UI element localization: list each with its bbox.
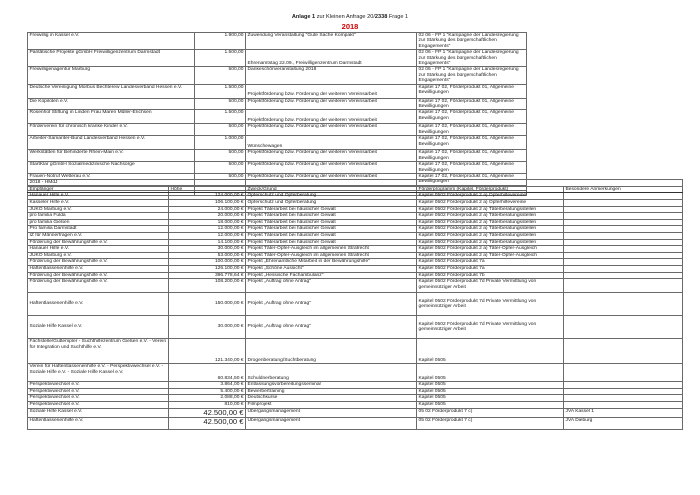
program-cell: 05 02 Förderprodukt 7 c) — [417, 418, 564, 430]
amount-cell: 1.900,00 — [195, 33, 246, 50]
amount-cell: 14.100,00 € — [169, 239, 246, 246]
remark-cell — [564, 382, 683, 389]
amount-cell: 126.100,00 € — [169, 265, 246, 272]
remark-cell — [564, 388, 683, 395]
recipient-cell: Frauen-Notruf Wetterau e.V. — [28, 173, 195, 185]
remark-cell — [564, 259, 683, 266]
question-label: Frage 1 — [388, 14, 409, 20]
table-row — [28, 364, 683, 382]
funding-table-hmdj — [27, 179, 683, 430]
purpose-cell: Zuwendung Veranstaltung "Gute Sache Kompakt" — [246, 33, 417, 50]
program-cell: Kapitel 17 02, Förderprodukt 01, Allgemeine Bewilligungen — [417, 136, 527, 150]
remark-cell — [564, 232, 683, 239]
remark-cell — [564, 219, 683, 226]
amount-cell: 150.000,00 € — [169, 293, 246, 316]
program-cell: 05 02 Förderprodukt 7 c) — [417, 408, 564, 418]
recipient-cell: Perspektivwechsel e.V. — [28, 395, 169, 402]
amount-cell: 18.000,00 € — [169, 219, 246, 226]
section-title-row — [28, 180, 683, 187]
table-row — [28, 219, 683, 226]
program-cell: Kapitel 0502 Förderprodukt 7d Private Vermittlung von gemeinnütziger Arbeit — [417, 316, 564, 339]
recipient-cell: Freiwillig in Kassel e.V. — [28, 33, 195, 50]
remark-cell — [564, 316, 683, 339]
amount-cell: 30.000,00 € — [169, 246, 246, 253]
recipient-cell: JUKO Marburg e.V. — [28, 206, 169, 213]
inquiry-number: 2338 — [374, 14, 388, 20]
recipient-cell: Förderung der Bewährungshilfe e.V. — [28, 279, 169, 293]
recipient-cell: Haftentlassenenhilfe e.V. — [28, 418, 169, 430]
purpose-cell: Projekt Täterarbeit bei häuslicher Gewalt — [246, 232, 417, 239]
table-row — [28, 213, 683, 220]
col-header-empfaenger: Empfänger — [28, 187, 169, 193]
recipient-cell: Verein für Haftentlassenenhilfe e.V. - Perspektivwechsel e.V. - Soziale Hilfe e.V. - Soziale Hilfe Kassel e.V. — [28, 364, 169, 382]
remark-cell — [564, 364, 683, 382]
program-cell: 02 06 - FP 1 "Kampagne der Landesregierung zur Stärkung des bürgerschaftlichen Engagements" — [417, 33, 527, 50]
table-row — [28, 395, 683, 402]
amount-cell: 106.100,00 € — [169, 200, 246, 207]
recipient-cell: Förderverein für chronisch kranke Kinder e.V. — [28, 124, 195, 136]
remark-cell: JVA Dieburg — [564, 418, 683, 430]
purpose-cell: Übergangsmanagement — [246, 418, 417, 430]
annex-label: Anlage 1 — [291, 14, 316, 20]
recipient-cell: Deutsche Vereinigung Morbus Bechterew Landesverband Hessen e.V. — [28, 84, 195, 98]
table-row — [28, 226, 683, 233]
recipient-cell: Hanauer Hilfe e.V. — [28, 193, 169, 200]
program-cell: Kapitel 0505 — [417, 364, 564, 382]
table-row — [28, 382, 683, 389]
table-row — [28, 316, 683, 339]
purpose-cell: Opferschutz und Opferberatung — [246, 200, 417, 207]
remark-cell — [564, 395, 683, 402]
program-cell: Kapitel 0505 — [417, 401, 564, 408]
purpose-cell: Projektförderung bzw. Förderung der weiteren Vereinsarbeit — [246, 84, 417, 98]
remark-cell — [564, 272, 683, 279]
table-row — [28, 136, 527, 150]
recipient-cell: IZ für Männerfragen e.V. — [28, 232, 169, 239]
amount-cell: 500,00 — [195, 98, 246, 110]
amount-cell: 53.000,00 € — [169, 252, 246, 259]
funding-table-top — [27, 32, 527, 196]
table-row — [28, 150, 527, 162]
program-cell: Kapitel 0502 Förderprodukt 2 a) Täter-Opfer-Ausgleich — [417, 252, 564, 259]
recipient-cell: Paritätische Projekte gGmbH Freiwilligenzentrum Darmstadt — [28, 50, 195, 67]
purpose-cell: Übergangsmanagement — [246, 408, 417, 418]
amount-cell: 3.864,00 € — [169, 382, 246, 389]
purpose-cell: Opferschutz und Opferberatung — [246, 193, 417, 200]
purpose-cell: Projektförderung bzw. Förderung der weiteren Vereinsarbeit — [246, 173, 417, 185]
table-row — [28, 124, 527, 136]
amount-cell: 5.400,00 € — [169, 388, 246, 395]
table-row — [28, 239, 683, 246]
remark-cell — [564, 252, 683, 259]
purpose-cell: Projektförderung bzw. Förderung der weiteren Vereinsarbeit — [246, 110, 417, 124]
purpose-cell: Projektförderung bzw. Förderung der weiteren Vereinsarbeit — [246, 162, 417, 174]
program-cell: Kapitel 0502 Förderprodukt 2 a) Täter-Opfer-Ausgleich — [417, 246, 564, 253]
remark-cell — [564, 401, 683, 408]
purpose-cell: Projekt „Auftrag ohne Antrag" — [246, 279, 417, 293]
remark-cell — [564, 293, 683, 316]
program-cell: Kapitel 0502 Förderprodukt 7a — [417, 265, 564, 272]
program-cell: Kapitel 0502 Förderprodukt 7b — [417, 272, 564, 279]
table-row — [28, 418, 683, 430]
table-row — [28, 67, 527, 84]
amount-cell: 42.500,00 € — [169, 408, 246, 418]
recipient-cell: Pro familia Darmstadt — [28, 226, 169, 233]
col-header-foerderprogramm: Förderprogramm (Kapitel, Förderprodukt) — [417, 187, 564, 193]
amount-cell: 12.000,00 € — [169, 232, 246, 239]
recipient-cell: JUKO Marburg e.V. — [28, 252, 169, 259]
purpose-cell: Projekt „Auftrag ohne Antrag" — [246, 316, 417, 339]
program-cell: Kapitel 17 02, Förderprodukt 01, Allgemeine Bewilligungen — [417, 124, 527, 136]
recipient-cell: Werkstätten für Behinderte Rhein-Main e.V. — [28, 150, 195, 162]
table-row — [28, 232, 683, 239]
table-row — [28, 252, 683, 259]
program-cell: Kapitel 0502 Förderprodukt 2 a) Opferhilfevereine — [417, 200, 564, 207]
program-cell: Kapitel 0502 Förderprodukt 2 a) Opferhilfevereine — [417, 193, 564, 200]
table-row — [28, 388, 683, 395]
purpose-cell: Deutschkurse — [246, 395, 417, 402]
recipient-cell: Haftentlassenenhilfe e.V. — [28, 265, 169, 272]
remark-cell — [564, 193, 683, 200]
recipient-cell: Soziale Hilfe Kassel e.V. — [28, 316, 169, 339]
purpose-cell: Entlassungsvorbereitungsseminar — [246, 382, 417, 389]
amount-cell: 12.000,00 € — [169, 226, 246, 233]
amount-cell: 42.500,00 € — [169, 418, 246, 430]
table-row — [28, 193, 683, 200]
table-row — [28, 339, 683, 364]
table-row — [28, 206, 683, 213]
purpose-cell: Drogenberatung/Suchtberatung — [246, 339, 417, 364]
purpose-cell: Projektförderung bzw. Förderung der weiteren Vereinsarbeit — [246, 124, 417, 136]
program-cell: Kapitel 17 02, Förderprodukt 01, Allgemeine Bewilligungen — [417, 110, 527, 124]
amount-cell: 810,00 € — [169, 401, 246, 408]
table-row — [28, 162, 527, 174]
table-row — [28, 33, 527, 50]
purpose-cell: Projekt Täter-Opfer-Ausgleich im allgemeinen Strafrecht — [246, 246, 417, 253]
section-title: 2018 - HMdJ — [28, 180, 683, 187]
purpose-cell: Ehrenamtstag 22.09., Freiwilligenzentrum Darmstadt — [246, 50, 417, 67]
program-cell: Kapitel 17 02, Förderprodukt 01, Allgemeine Bewilligungen — [417, 84, 527, 98]
recipient-cell: pro familia Gießen — [28, 219, 169, 226]
remark-cell — [564, 239, 683, 246]
amount-cell: 24.000,00 € — [169, 206, 246, 213]
program-cell: Kapitel 17 02, Förderprodukt 01, Allgemeine Bewilligungen — [417, 98, 527, 110]
recipient-cell: Kasseler Hilfe e.V. — [28, 200, 169, 207]
table-row — [28, 98, 527, 110]
table-row — [28, 408, 683, 418]
program-cell: Kapitel 0502 Förderprodukt 2 a) Täterberatungsstellen — [417, 206, 564, 213]
program-cell: 02 06 - FP 1 "Kampagne der Landesregierung zur Stärkung des bürgerschaftlichen Engagements" — [417, 67, 527, 84]
program-cell: Kapitel 0502 Förderprodukt 2 a) Täterberatungsstellen — [417, 226, 564, 233]
purpose-cell: Projekt „Hessische Fachambulanz" — [246, 272, 417, 279]
program-cell: Kapitel 0505 — [417, 339, 564, 364]
program-cell: Kapitel 17 02, Förderprodukt 01, Allgemeine Bewilligungen — [417, 173, 527, 185]
remark-cell — [564, 265, 683, 272]
program-cell: 02 06 - FP 1 "Kampagne der Landesregierung zur Stärkung des bürgerschaftlichen Engagements" — [417, 50, 527, 67]
program-cell: Kapitel 0505 — [417, 395, 564, 402]
amount-cell: 20.000,00 € — [169, 213, 246, 220]
program-cell: Kapitel 0502 Förderprodukt 2 a) Täterberatungsstellen — [417, 213, 564, 220]
col-header-zweck: Zweck/Grund — [246, 187, 417, 193]
amount-cell: 2.088,00 € — [169, 395, 246, 402]
table-row — [28, 50, 527, 67]
purpose-cell: Projekt Täterarbeit bei häuslicher Gewalt — [246, 206, 417, 213]
purpose-cell: Projekt Täter-Opfer-Ausgleich im allgemeinen Strafrecht — [246, 252, 417, 259]
purpose-cell: Projektförderung bzw. Förderung der weiteren Vereinsarbeit — [246, 98, 417, 110]
remark-cell — [564, 279, 683, 293]
amount-cell: 1.500,00 — [195, 50, 246, 67]
amount-cell: 500,00 — [195, 124, 246, 136]
table-row — [28, 401, 683, 408]
amount-cell: 500,00 — [195, 162, 246, 174]
amount-cell: 1.000,00 — [195, 136, 246, 150]
table-row — [28, 265, 683, 272]
recipient-cell: Freiwilligenagentur Marburg — [28, 67, 195, 84]
purpose-cell: Projekt Täterarbeit bei häuslicher Gewalt — [246, 226, 417, 233]
remark-cell — [564, 339, 683, 364]
program-cell: Kapitel 0502 Förderprodukt 7d Private Vermittlung von gemeinnütziger Arbeit — [417, 279, 564, 293]
remark-cell — [564, 206, 683, 213]
table-row — [28, 272, 683, 279]
recipient-cell: Förderung der Bewährungshilfe e.V. — [28, 239, 169, 246]
recipient-cell: Rosenhof Stiftung in Linden Frau Maren Müller-Erichsen — [28, 110, 195, 124]
program-cell: Kapitel 0502 Förderprodukt 7d Private Vermittlung von gemeinnütziger Arbeit — [417, 293, 564, 316]
purpose-cell: Projektförderung bzw. Förderung der weiteren Vereinsarbeit — [246, 150, 417, 162]
recipient-cell: Haftentlassenenhilfe e.V. — [28, 293, 169, 316]
purpose-cell: Projekt Täterarbeit bei häuslicher Gewalt — [246, 213, 417, 220]
purpose-cell: Projekt Täterarbeit bei häuslicher Gewalt — [246, 239, 417, 246]
purpose-cell: Filmprojekt — [246, 401, 417, 408]
program-cell: Kapitel 17 02, Förderprodukt 01, Allgemeine Bewilligungen — [417, 150, 527, 162]
recipient-cell: Perspektivwechsel e.V. — [28, 382, 169, 389]
document-header — [0, 14, 700, 21]
recipient-cell: StartKlar gGmbH Sozialmedizinische Nachsorge — [28, 162, 195, 174]
table-row — [28, 293, 683, 316]
amount-cell: 500,00 — [195, 67, 246, 84]
recipient-cell: Perspektivwechsel e.V. — [28, 401, 169, 408]
program-cell: Kapitel 17 02, Förderprodukt 01, Allgemeine Bewilligungen — [417, 162, 527, 174]
remark-cell — [564, 246, 683, 253]
col-header-anmerkungen: Besondere Anmerkungen — [564, 187, 683, 193]
amount-cell: 124.000,00 € — [169, 193, 246, 200]
remark-cell — [564, 200, 683, 207]
purpose-cell: Projekt „Schöne Aussicht" — [246, 265, 417, 272]
amount-cell: 500,00 — [195, 173, 246, 185]
table-row — [28, 84, 527, 98]
purpose-cell: Bewerbertraining — [246, 388, 417, 395]
amount-cell: 108.200,00 € — [169, 279, 246, 293]
program-cell: Kapitel 0505 — [417, 382, 564, 389]
amount-cell: 60.834,50 € — [169, 364, 246, 382]
remark-cell — [564, 213, 683, 220]
table-row — [28, 246, 683, 253]
program-cell: Kapitel 0505 — [417, 388, 564, 395]
remark-cell: JVA Kassel 1 — [564, 408, 683, 418]
purpose-cell: Dankeschönveranstaltung 2018 — [246, 67, 417, 84]
amount-cell: 1.500,00 — [195, 84, 246, 98]
recipient-cell: Fachstelle/Guttempler - Suchthilfezentrum Gießen e.V. - Verein für Integration und Suchthilfe e.V. — [28, 339, 169, 364]
amount-cell: 500,00 — [195, 150, 246, 162]
table-row — [28, 259, 683, 266]
year-heading: 2018 — [341, 22, 359, 31]
amount-cell: 100.000,00 € — [169, 259, 246, 266]
program-cell: Kapitel 0502 Förderprodukt 2 a) Täterberatungsstellen — [417, 239, 564, 246]
purpose-cell: Schuldnerberatung — [246, 364, 417, 382]
recipient-cell: Die Kopiloten e.V. — [28, 98, 195, 110]
program-cell: Kapitel 0502 Förderprodukt 2 a) Täterberatungsstellen — [417, 219, 564, 226]
amount-cell: 30.000,00 € — [169, 316, 246, 339]
recipient-cell: Arbeiter-Samariter-Bund Landesverband Hessen e.V. — [28, 136, 195, 150]
amount-cell: 1.500,00 — [195, 110, 246, 124]
purpose-cell: Projekt „Auftrag ohne Antrag" — [246, 293, 417, 316]
purpose-cell: Projekt Täterarbeit bei häuslicher Gewalt — [246, 219, 417, 226]
program-cell: Kapitel 0502 Förderprodukt 7a — [417, 259, 564, 266]
col-header-hoehe: Höhe — [169, 187, 246, 193]
recipient-cell: pro familia Fulda — [28, 213, 169, 220]
table-row — [28, 110, 527, 124]
recipient-cell: Perspektivwechsel e.V. — [28, 388, 169, 395]
table-row — [28, 200, 683, 207]
recipient-cell: Hanauer Hilfe e.V. — [28, 246, 169, 253]
table-row — [28, 279, 683, 293]
program-cell: Kapitel 0502 Förderprodukt 2 a) Täterberatungsstellen — [417, 232, 564, 239]
amount-cell: 121.340,00 € — [169, 339, 246, 364]
purpose-cell: Projekt „Ehrenamtliche Mitarbeit in der Bewährungshilfe" — [246, 259, 417, 266]
amount-cell: 396.778,64 € — [169, 272, 246, 279]
recipient-cell: Soziale Hilfe Kassel e.V. — [28, 408, 169, 418]
recipient-cell: Förderung der Bewährungshilfe e.V. — [28, 259, 169, 266]
purpose-cell: Wünschewagen — [246, 136, 417, 150]
recipient-cell: Förderung der Bewährungshilfe e.V. — [28, 272, 169, 279]
inquiry-text: zur Kleinen Anfrage 20/ — [316, 14, 375, 20]
remark-cell — [564, 226, 683, 233]
